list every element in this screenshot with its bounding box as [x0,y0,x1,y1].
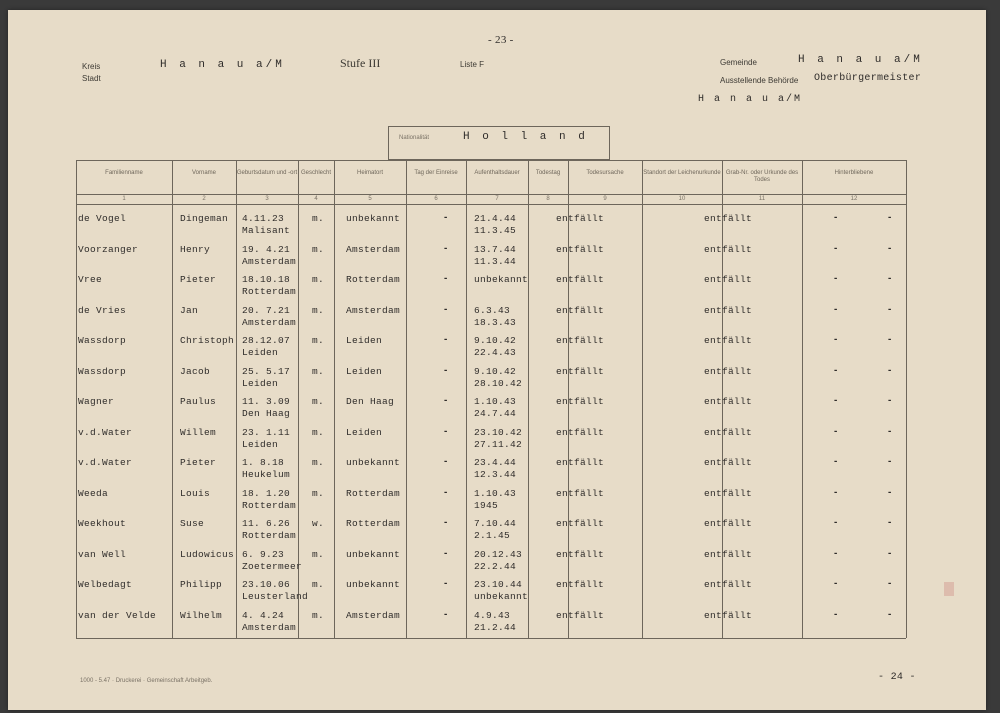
entry-date: - [444,364,448,376]
certificate: entfällt [704,243,753,255]
family-name: v.d.Water [78,426,133,438]
column-header: Todestag [535,170,561,176]
certificate: entfällt [704,487,753,499]
sex: m. [312,426,325,438]
survivors-a: - [834,273,838,284]
stay-to: 21.2.44 [474,621,517,633]
given-name: Jan [180,304,199,316]
table-column-line [528,160,529,638]
given-name: Wilhelm [180,609,223,621]
birth-date: 18. 1.20 [242,487,291,499]
birth-place: Rotterdam [242,499,297,511]
survivors-b: - [888,303,892,315]
column-number: 11 [758,196,766,202]
column-header: Tag der Einreise [414,170,458,176]
certificate: entfällt [704,518,753,529]
certificate: entfällt [704,274,753,285]
death-date: entfällt [556,457,605,468]
survivors-a: - [834,395,838,406]
entry-date: - [444,608,448,620]
birth-date: 1. 8.18 [242,457,285,468]
survivors-a: - [834,425,838,437]
sex: m. [312,579,325,590]
column-header: Todesursache [586,170,624,176]
table-row-line [76,204,906,205]
birth-date: 23. 1.11 [242,426,291,438]
death-date: entfällt [556,274,605,285]
birth-place: Zoetermeer [242,560,303,572]
survivors-b: - [888,608,892,620]
stay-to: 1945 [474,499,499,511]
column-number: 8 [546,196,550,202]
table-column-line [906,160,907,638]
family-name: Wagner [78,396,115,407]
sex: m. [312,213,325,224]
certificate: entfällt [704,365,753,377]
stay-from: 20.12.43 [474,548,523,560]
given-name: Philipp [180,579,223,590]
nationality-value: H o l l a n d [463,131,588,143]
birth-date: 28.12.07 [242,335,291,346]
family-name: v.d.Water [78,457,133,468]
entry-date: - [444,578,448,589]
table-row-line [76,160,906,161]
nationality-label: Nationalität [399,135,430,141]
stay-to: 22.2.44 [474,560,517,572]
family-name: van Well [78,548,127,560]
ausstellende-value: Oberbürgermeister [814,73,922,84]
column-header: Heimatort [356,170,383,176]
survivors-a: - [834,608,838,620]
stay-to: 18.3.43 [474,316,517,328]
column-number: 5 [368,196,372,202]
certificate: entfällt [704,548,753,560]
column-number: 4 [314,196,318,202]
birth-date: 11. 3.09 [242,396,291,407]
survivors-b: - [888,334,892,345]
birth-date: 25. 5.17 [242,365,291,377]
stay-from: 9.10.42 [474,365,517,377]
table-column-line [406,160,407,638]
survivors-b: - [888,547,892,559]
stay-from: 23.4.44 [474,457,517,468]
column-number: 2 [202,196,206,202]
stay-to: 2.1.45 [474,530,511,541]
birth-place: Amsterdam [242,255,297,267]
survivors-b: - [888,486,892,498]
sex: m. [312,487,325,499]
stay-from: unbekannt [474,274,529,285]
column-number: 6 [434,196,438,202]
certificate: entfällt [704,426,753,438]
birth-date: 4.11.23 [242,213,285,224]
home-town: Amsterdam [346,243,401,255]
sex: m. [312,335,325,346]
given-name: Louis [180,487,211,499]
survivors-b: - [888,273,892,284]
survivors-a: - [834,334,838,345]
survivors-b: - [888,242,892,254]
column-header: Vorname [191,170,216,176]
birth-place: Amsterdam [242,316,297,328]
death-date: entfällt [556,426,605,438]
stay-from: 7.10.44 [474,518,517,529]
sex: m. [312,457,325,468]
home-town: Rotterdam [346,274,401,285]
birth-date: 20. 7.21 [242,304,291,316]
table-column-line [172,160,173,638]
certificate: entfällt [704,304,753,316]
survivors-a: - [834,212,838,223]
certificate: entfällt [704,335,753,346]
survivors-a: - [834,547,838,559]
home-town: Rotterdam [346,487,401,499]
page-number: - 23 - [488,34,514,46]
birth-date: 23.10.06 [242,579,291,590]
entry-date: - [444,486,448,498]
family-name: Welbedagt [78,579,133,590]
sex: m. [312,243,325,255]
survivors-b: - [888,395,892,406]
home-town: Leiden [346,426,383,438]
certificate: entfällt [704,457,753,468]
family-name: Voorzanger [78,243,139,255]
survivors-b: - [888,456,892,467]
stamp-mark [944,582,954,596]
sex: w. [312,518,325,529]
column-header: Grab-Nr. oder Urkunde des Todes [725,170,799,183]
entry-date: - [444,242,448,254]
birth-date: 6. 9.23 [242,548,285,560]
death-date: entfällt [556,518,605,529]
table-column-line [802,160,803,638]
entry-date: - [444,212,448,223]
stay-to: 27.11.42 [474,438,523,450]
register-table [76,160,906,638]
survivors-b: - [888,517,892,528]
birth-place: Amsterdam [242,621,297,633]
family-name: de Vogel [78,213,127,224]
stay-from: 21.4.44 [474,213,517,224]
home-town: Amsterdam [346,304,401,316]
survivors-a: - [834,578,838,589]
birth-place: Leiden [242,347,279,358]
stay-from: 6.3.43 [474,304,511,316]
birth-place: Leusterland [242,591,309,602]
column-header: Familienname [105,170,143,176]
nationality-box [388,126,610,160]
death-date: entfällt [556,243,605,255]
footer-page-next: - 24 - [878,672,916,683]
family-name: Wassdorp [78,365,127,377]
column-header: Geschlecht [300,170,331,176]
given-name: Suse [180,518,205,529]
birth-place: Rotterdam [242,530,297,541]
certificate: entfällt [704,396,753,407]
entry-date: - [444,303,448,315]
family-name: van der Velde [78,609,157,621]
survivors-a: - [834,303,838,315]
ausstellende-label: Ausstellende Behörde [720,76,799,85]
column-number: 1 [122,196,126,202]
survivors-a: - [834,364,838,376]
kreis-label: Kreis [82,62,101,71]
survivors-a: - [834,486,838,498]
birth-place: Malisant [242,225,291,236]
survivors-a: - [834,456,838,467]
ort-value: H a n a u a/M [698,94,803,105]
sex: m. [312,365,325,377]
home-town: unbekannt [346,579,401,590]
table-column-line [76,160,77,638]
entry-date: - [444,517,448,528]
death-date: entfällt [556,396,605,407]
home-town: Rotterdam [346,518,401,529]
survivors-a: - [834,242,838,254]
survivors-a: - [834,517,838,528]
stadt-label: Stadt [82,74,101,83]
birth-place: Den Haag [242,408,291,419]
table-column-line [236,160,237,638]
stay-from: 1.10.43 [474,396,517,407]
stay-from: 9.10.42 [474,335,517,346]
family-name: Vree [78,274,103,285]
stay-to: 22.4.43 [474,347,517,358]
column-number: 9 [603,196,607,202]
birth-date: 19. 4.21 [242,243,291,255]
column-number: 7 [495,196,499,202]
footer-printer-note: 1000 - 5.47 · Druckerei · Gemeinschaft Arbeitgeb. [80,678,213,684]
birth-date: 18.10.18 [242,274,291,285]
survivors-b: - [888,425,892,437]
column-header: Standort der Leichenurkunde [643,170,721,176]
death-date: entfällt [556,487,605,499]
sex: m. [312,609,325,621]
family-name: Weekhout [78,518,127,529]
sex: m. [312,304,325,316]
survivors-b: - [888,364,892,376]
family-name: de Vries [78,304,127,316]
given-name: Paulus [180,396,217,407]
column-number: 12 [850,196,858,202]
death-date: entfällt [556,365,605,377]
column-header: Hinterbliebene [834,170,874,176]
home-town: Den Haag [346,396,395,407]
family-name: Wassdorp [78,335,127,346]
survivors-b: - [888,212,892,223]
sex: m. [312,396,325,407]
stay-to: 12.3.44 [474,469,517,480]
stay-from: 4.9.43 [474,609,511,621]
stay-from: 23.10.42 [474,426,523,438]
column-header: Geburtsdatum und -ort [236,170,298,176]
home-town: Amsterdam [346,609,401,621]
document-sheet [8,10,986,710]
home-town: Leiden [346,365,383,377]
birth-place: Leiden [242,438,279,450]
death-date: entfällt [556,579,605,590]
entry-date: - [444,273,448,284]
given-name: Henry [180,243,211,255]
home-town: Leiden [346,335,383,346]
death-date: entfällt [556,609,605,621]
death-date: entfällt [556,548,605,560]
stay-to: unbekannt [474,591,529,602]
given-name: Dingeman [180,213,229,224]
table-column-line [334,160,335,638]
given-name: Jacob [180,365,211,377]
entry-date: - [444,395,448,406]
stay-from: 1.10.43 [474,487,517,499]
stufe-label: Stufe III [340,56,381,70]
home-town: unbekannt [346,213,401,224]
kreis-value: H a n a u a/M [160,59,285,71]
stay-from: 13.7.44 [474,243,517,255]
family-name: Weeda [78,487,109,499]
entry-date: - [444,456,448,467]
given-name: Ludowicus [180,548,235,560]
given-name: Pieter [180,274,217,285]
table-column-line [642,160,643,638]
sex: m. [312,548,325,560]
birth-place: Heukelum [242,469,291,480]
gemeinde-value: H a n a u a/M [798,54,923,66]
sex: m. [312,274,325,285]
column-header: Aufenthaltsdauer [474,170,520,176]
birth-date: 4. 4.24 [242,609,285,621]
given-name: Willem [180,426,217,438]
gemeinde-label: Gemeinde [720,58,757,67]
home-town: unbekannt [346,548,401,560]
stay-to: 28.10.42 [474,377,523,389]
stay-to: 24.7.44 [474,408,517,419]
stay-to: 11.3.44 [474,255,517,267]
column-number: 10 [678,196,686,202]
liste-label: Liste F [460,60,485,69]
birth-place: Rotterdam [242,286,297,297]
certificate: entfällt [704,609,753,621]
table-row-line [76,194,906,195]
birth-place: Leiden [242,377,279,389]
survivors-b: - [888,578,892,589]
entry-date: - [444,547,448,559]
entry-date: - [444,334,448,345]
stay-from: 23.10.44 [474,579,523,590]
stay-to: 11.3.45 [474,225,517,236]
given-name: Pieter [180,457,217,468]
entry-date: - [444,425,448,437]
home-town: unbekannt [346,457,401,468]
certificate: entfällt [704,579,753,590]
table-column-line [466,160,467,638]
column-number: 3 [265,196,269,202]
given-name: Christoph [180,335,235,346]
death-date: entfällt [556,335,605,346]
table-row-line [76,638,906,639]
death-date: entfällt [556,213,605,224]
death-date: entfällt [556,304,605,316]
certificate: entfällt [704,213,753,224]
birth-date: 11. 6.26 [242,518,291,529]
